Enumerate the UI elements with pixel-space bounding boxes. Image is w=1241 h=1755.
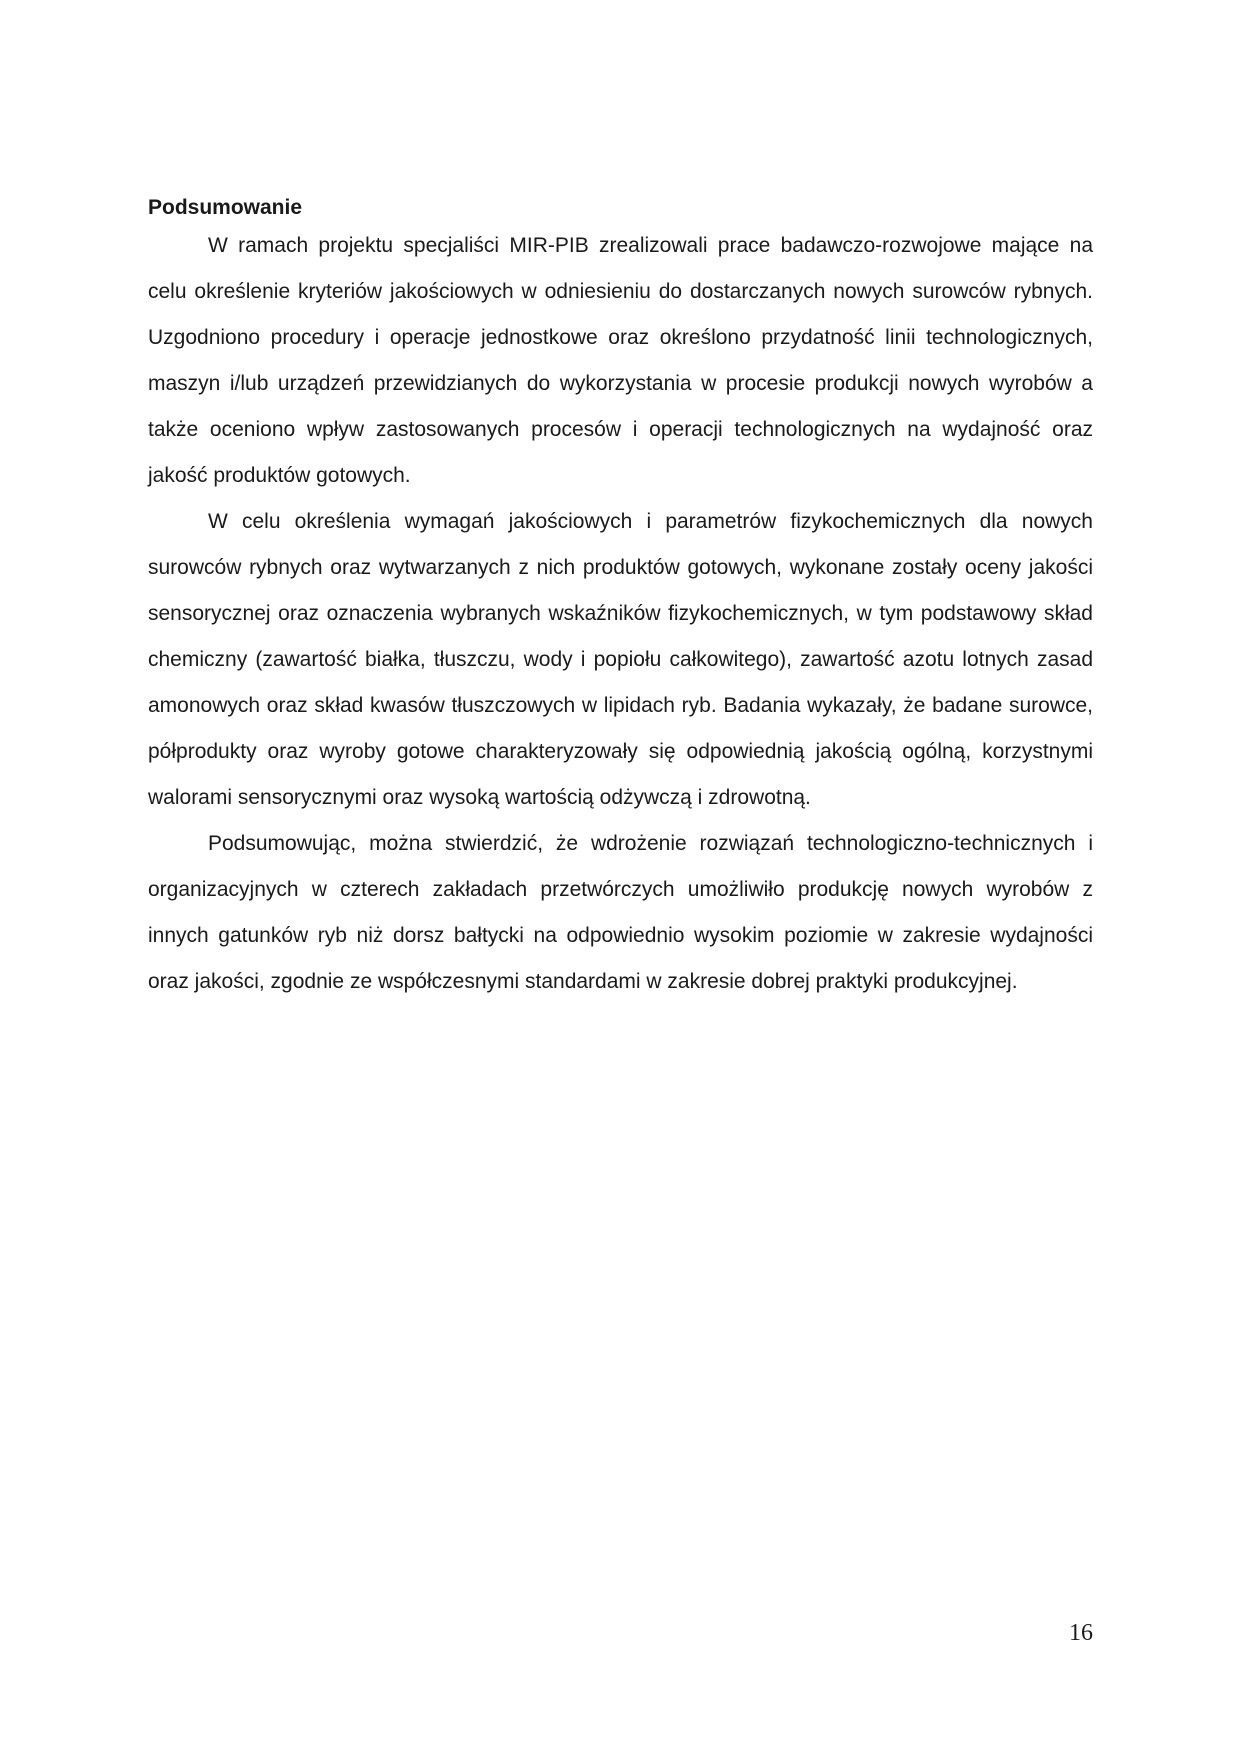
document-body [148,193,1093,1005]
section-heading: Podsumowanie [148,196,303,219]
paragraph-1: W ramach projektu specjaliści MIR-PIB zrealizowali prace badawczo-rozwojowe mające na celu określenie kryteriów jakościowych w odniesieniu do dostarczanych nowych surowców rybnych. Uzgodniono procedury i operacje jednostkowe oraz określono przydatność linii technologicznych, maszyn i/lub urządzeń przewidzianych do wykorzystania w procesie produkcji nowych wyrobów a także oceniono wpływ zastosowanych procesów i operacji technologicznych na wydajność oraz jakość produktów gotowych. [148,234,1093,487]
paragraph-2: W celu określenia wymagań jakościowych i parametrów fizykochemicznych dla nowych surowców rybnych oraz wytwarzanych z nich produktów gotowych, wykonane zostały oceny jakości sensorycznej oraz oznaczenia wybranych wskaźników fizykochemicznych, w tym podstawowy skład chemiczny (zawartość białka, tłuszczu, wody i popiołu całkowitego), zawartość azotu lotnych zasad amonowych oraz skład kwasów tłuszczowych w lipidach ryb. Badania wykazały, że badane surowce, półprodukty oraz wyroby gotowe charakteryzowały się odpowiednią jakością ogólną, korzystnymi walorami sensorycznymi oraz wysoką wartością odżywczą i zdrowotną. [148,510,1093,809]
paragraph-3: Podsumowując, można stwierdzić, że wdrożenie rozwiązań technologiczno-technicznych i organizacyjnych w czterech zakładach przetwórczych umożliwiło produkcję nowych wyrobów z innych gatunków ryb niż dorsz bałtycki na odpowiednio wysokim poziomie w zakresie wydajności oraz jakości, zgodnie ze współczesnymi standardami w zakresie dobrej praktyki produkcyjnej. [148,832,1093,993]
page-number: 16 [1069,1620,1093,1646]
